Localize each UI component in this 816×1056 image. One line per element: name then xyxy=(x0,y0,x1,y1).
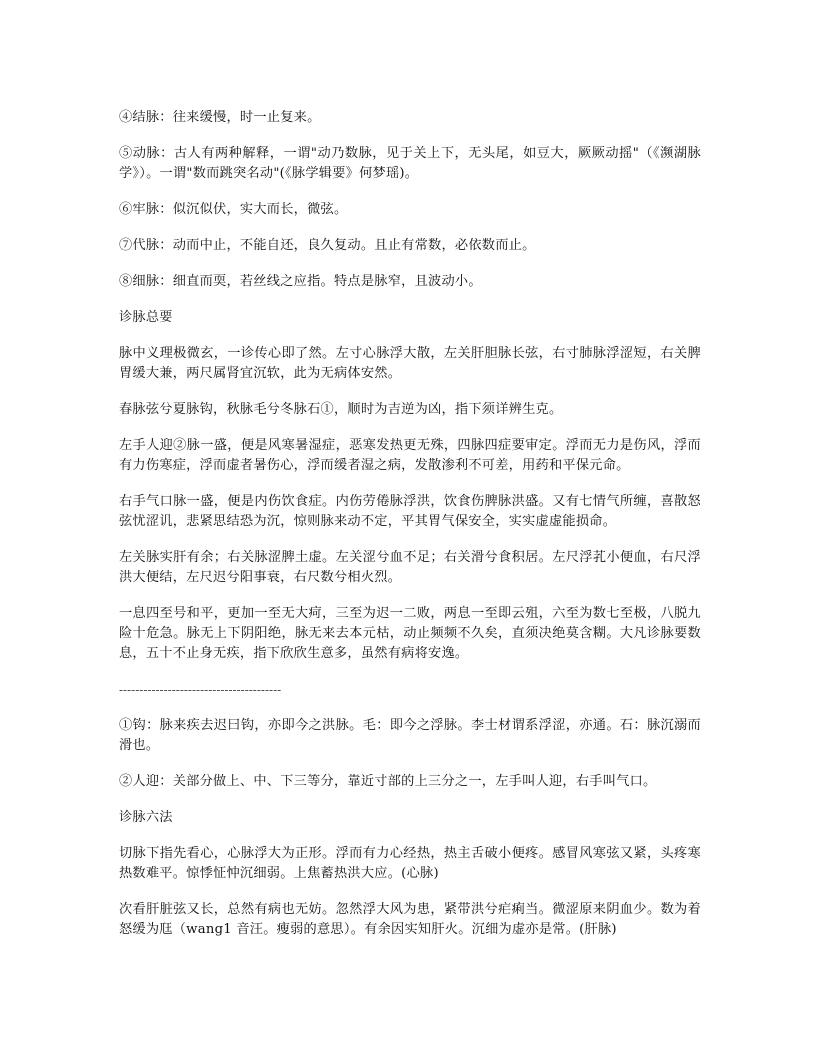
paragraph-xi-mai: ⑧细脉：细直而耎，若丝线之应指。特点是脉窄，且波动小。 xyxy=(119,274,482,289)
footnote-2: ②人迎：关部分做上、中、下三等分，靠近寸部的上三分之一，左手叫人迎，右手叫气口。 xyxy=(119,774,657,789)
section-heading-zhenmai-liufa: 诊脉六法 xyxy=(119,810,173,825)
paragraph-dong-mai: ⑤动脉：古人有两种解释，一谓"动乃数脉，见于关上下，无头尾，如豆大，厥厥动摇"（《濒湖脉学》）。一谓"数而跳突名动"(《脉学辑要》何梦瑶)。 xyxy=(119,146,701,181)
paragraph-zongyao-6: 一息四至号和平，更加一至无大疴，三至为迟一二败，两息一至即云殂，六至为数七至极，八脱九险十危急。脉无上下阴阳绝，脉无来去本元枯，动止频频不久矣，直须决绝莫含糊。大凡诊脉要数息，五十不止身无疾，指下欣欣生意多，虽然有病将安逸。 xyxy=(119,606,701,661)
paragraph-zongyao-3: 左手人迎②脉一盛，便是风寒暑湿症，恶寒发热更无殊，四脉四症要审定。浮而无力是伤风，浮而有力伤寒症，浮而虚者暑伤心，浮而缓者湿之病，发散渗利不可差，用药和平保元命。 xyxy=(119,438,701,473)
paragraph-jie-mai: ④结脉：往来缓慢，时一止复来。 xyxy=(119,110,321,125)
paragraph-zongyao-5: 左关脉实肝有余；右关脉涩脾土虚。左关涩兮血不足；右关滑兮食积居。左尺浮芤小便血，右尺浮洪大便结，左尺迟兮阳事衰，右尺数兮相火烈。 xyxy=(119,550,701,585)
paragraph-zongyao-4: 右手气口脉一盛，便是内伤饮食症。内伤劳倦脉浮洪，饮食伤脾脉洪盛。又有七情气所缠，喜散怒弦忧涩讥，悲紧思结恐为沉，惊则脉来动不定，平其胃气保安全，实实虚虚能损命。 xyxy=(119,494,701,529)
paragraph-zongyao-2: 春脉弦兮夏脉钩，秋脉毛兮冬脉石①，顺时为吉逆为凶，指下须详辨生克。 xyxy=(119,402,563,417)
document-page xyxy=(119,108,701,956)
paragraph-dai-mai: ⑦代脉：动而中止，不能自还，良久复动。且止有常数，必依数而止。 xyxy=(119,238,536,253)
paragraph-lao-mai: ⑥牢脉：似沉似伏，实大而长，微弦。 xyxy=(119,202,348,217)
paragraph-liufa-1: 切脉下指先看心，心脉浮大为正形。浮而有力心经热，热主舌破小便疼。感冒风寒弦又紧，头疼寒热数难平。惊悸怔忡沉细弱。上焦蓄热洪大应。(心脉) xyxy=(119,846,701,881)
footnote-divider: ---------------------------------------- xyxy=(119,683,282,697)
paragraph-liufa-2: 次看肝脏弦又长，总然有病也无妨。忽然浮大风为患，紧带洪兮疟痢当。微涩原来阴血少。数为着怒缓为尫（wang1 音汪。瘦弱的意思）。有余因实知肝火。沉细为虚亦是常。(肝脉) xyxy=(119,902,701,937)
paragraph-zongyao-1: 脉中义理极微玄，一诊传心即了然。左寸心脉浮大散，左关肝胆脉长弦，右寸肺脉浮涩短，右关脾胃缓大兼，两尺属肾宜沉软，此为无病体安然。 xyxy=(119,346,701,381)
footnote-1: ①钩：脉来疾去迟曰钩，亦即今之洪脉。毛：即今之浮脉。李士材谓系浮涩，亦通。石：脉沉溺而滑也。 xyxy=(119,718,701,753)
section-heading-zhenmai-zongyao: 诊脉总要 xyxy=(119,310,173,325)
